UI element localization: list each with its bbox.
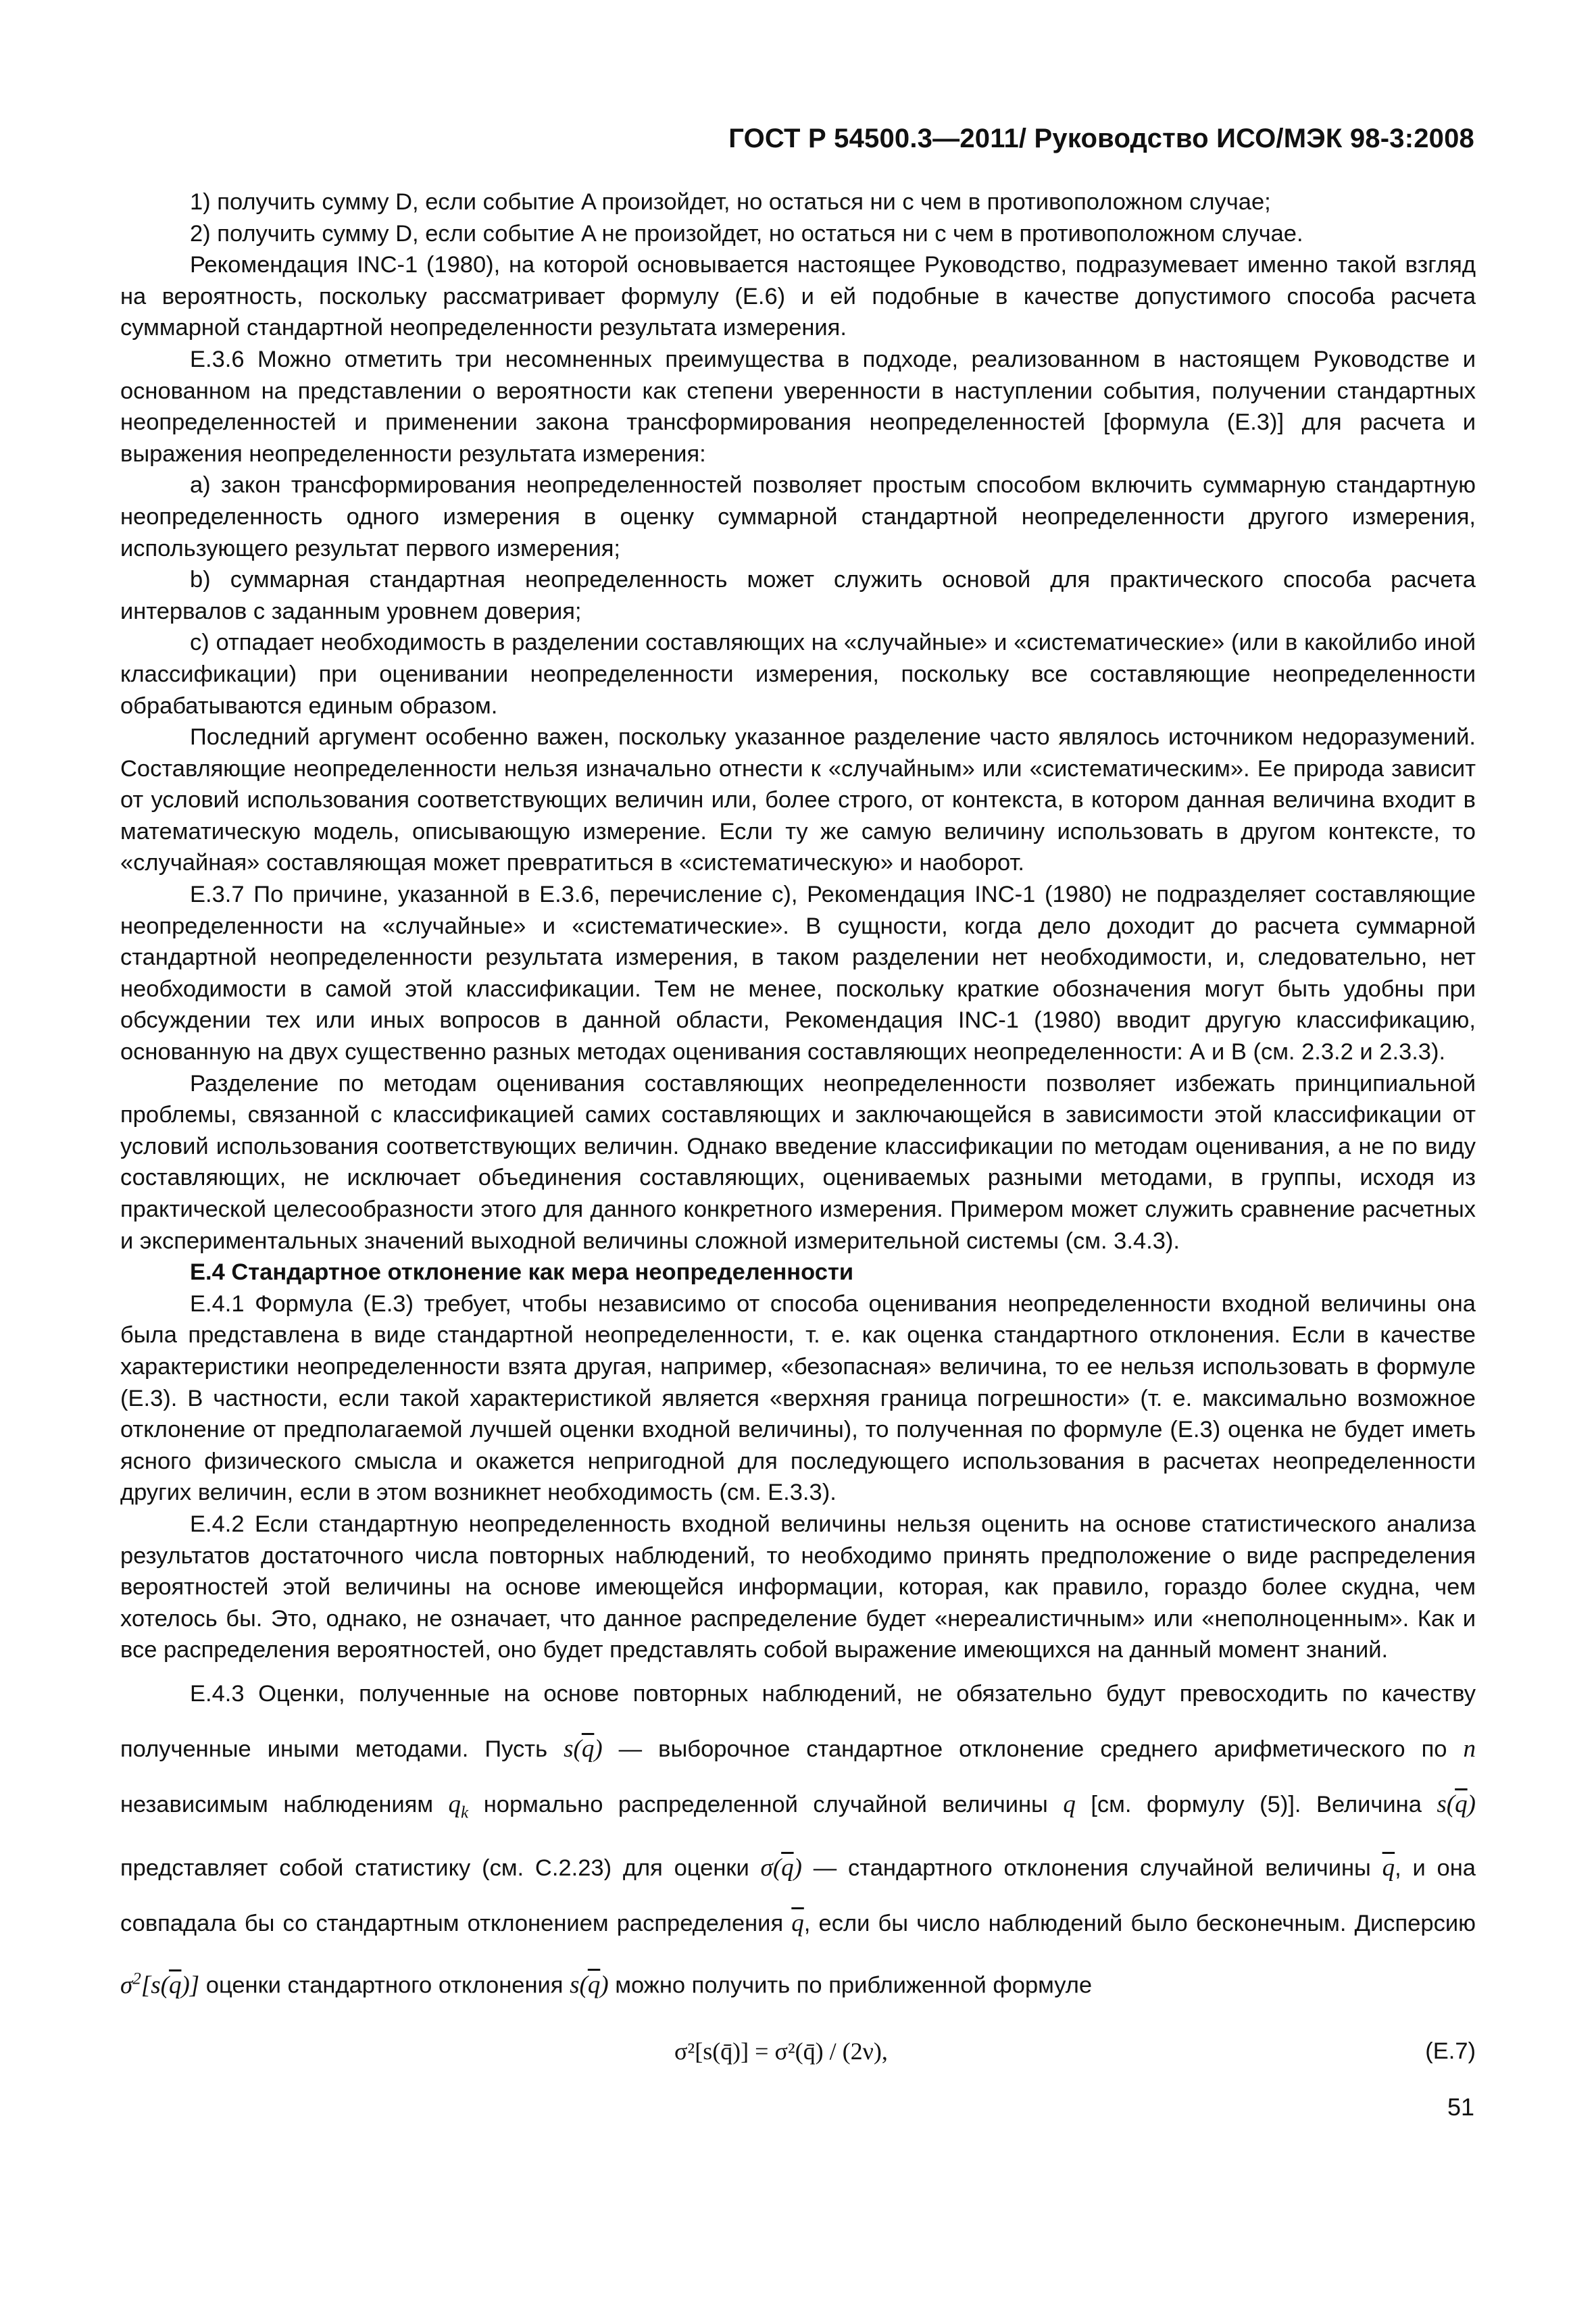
list-item-1: 1) получить сумму D, если событие A произойдет, но остаться ни с чем в противоположном случае; xyxy=(190,189,1271,215)
math-variance: $\sigma^2[s(\overline{q})]$ xyxy=(120,1969,200,1999)
section-heading-e-4: E.4 Стандартное отклонение как мера неопределенности xyxy=(190,1259,854,1286)
paragraph-e-3-6: E.3.6 Можно отметить три несомненных преимущества в подходе, реализованном в настоящем Руководстве и основанном на представлении о вероятности как степени уверенности в наступлении события, получении стандартных неопределенностей и применении закона трансформирования неопределенностей [формула (E.3)] для расчета и выражения неопределенности результата измерения: xyxy=(120,346,1476,467)
paragraph-e-4-1: E.4.1 Формула (E.3) требует, чтобы независимо от способа оценивания неопределенности входной величины она была представлена в виде стандартной неопределенности, т. е. как оценка стандартного отклонения. Если в качестве характеристики неопределенности взята другая, например, «безопасная» величина, то ее нельзя использовать в формуле (E.3). В частности, если такой характеристикой является «верхняя граница погрешности» (т. е. максимально возможное отклонение от предполагаемой лучшей оценки входной величины), то полученная по формуле (E.3) оценка не будет иметь ясного физического смысла и окажется непригодной для последующего использования в расчетах неопределенности других величин, если в этом возникнет необходимость (см. E.3.3). xyxy=(120,1290,1476,1506)
document-body xyxy=(120,186,1476,2013)
equation-formula: σ²[s(q̄)] = σ²(q̄) / (2ν), xyxy=(674,2038,888,2065)
page-number: 51 xyxy=(1447,2093,1474,2121)
list-item-a: a) закон трансформирования неопределенностей позволяет простым способом включить суммарную стандартную неопределенность одного измерения в оценку суммарной стандартной неопределенности другого измерения, использующего результат первого измерения; xyxy=(120,472,1476,561)
math-s-qbar: $s(\overline{q})$ xyxy=(564,1734,603,1763)
list-item-b: b) суммарная стандартная неопределенность может служить основой для практического способа расчета интервалов с заданным уровнем доверия; xyxy=(120,567,1476,624)
equation-number: (E.7) xyxy=(1425,2038,1476,2064)
list-item-2: 2) получить сумму D, если событие A не произойдет, но остаться ни с чем в противоположном случае. xyxy=(190,220,1303,247)
list-item-c: c) отпадает необходимость в разделении составляющих на «случайные» и «систематические» (или в какойлибо иной классификации) при оценивании неопределенности измерения, поскольку все составляющие неопределенности обрабатываются единым образом. xyxy=(120,630,1476,719)
paragraph-separation: Разделение по методам оценивания составляющих неопределенности позволяет избежать принципиальной проблемы, связанной с классификацией самих составляющих и заключающейся в зависимости этой классификации от условий использования соответствующих величин. Однако введение классификации по методам оценивания, а не по виду составляющих, не исключает объединения составляющих, оцениваемых разными методами, в группы, исходя из практической целесообразности этого для данного конкретного измерения. Примером может служить сравнение расчетных и экспериментальных значений выходной величины сложной измерительной системы (см. 3.4.3). xyxy=(120,1070,1476,1254)
paragraph-e-3-7: E.3.7 По причине, указанной в E.3.6, перечисление с), Рекомендация INC-1 (1980) не подразделяет составляющие неопределенности на «случайные» и «систематические». В сущности, когда дело доходит до расчета суммарной стандартной неопределенности результата измерения, в таком разделении нет необходимости, и, следовательно, нет необходимости в самой этой классификации. Тем не менее, поскольку краткие обозначения могут быть удобны при обсуждении тех или иных вопросов в данной области, Рекомендация INC-1 (1980) вводит другую классификацию, основанную на двух существенно разных методах оценивания составляющих неопределенности: А и В (см. 2.3.2 и 2.3.3). xyxy=(120,882,1476,1065)
math-sigma-qbar: $\sigma(\overline{q})$ xyxy=(760,1854,802,1882)
math-s-qbar: $s(\overline{q})$ xyxy=(1437,1790,1476,1818)
equation-e-7 xyxy=(120,2031,1476,2071)
paragraph-recommendation: Рекомендация INC-1 (1980), на которой основывается настоящее Руководство, подразумевает именно такой взгляд на вероятность, поскольку рассматривает формулу (E.6) и ей подобные в качестве допустимого способа расчета суммарной стандартной неопределенности результата измерения. xyxy=(120,252,1476,341)
math-s-qbar: $s(\overline{q})$ xyxy=(570,1971,609,1999)
paragraph-e-4-3: E.4.3 Оценки, полученные на основе повторных наблюдений, не обязательно будут превосходить по качеству полученные иными методами. Пусть $s(\overline{q})$ — выборочное стандартное отклонение среднего арифметического по n независимым наблюдениям $q_k$ нормально распределенной случайной величины q [см. формулу (5)]. Величина $s(\overline{q})$ представляет собой статистику (см. C.2.23) для оценки $\sigma(\overline{q})$ — стандартного отклонения случайной величины $\overline{q}$, и она совпадала бы со стандартным отклонением распределения $\overline{q}$, если бы число наблюдений было бесконечным. Дисперсию $\sigma^2[s(\overline{q})]$ оценки стандартного отклонения $s(\overline{q})$ можно получить по приближенной формуле xyxy=(120,1680,1476,1999)
paragraph-e-4-2: E.4.2 Если стандартную неопределенность входной величины нельзя оценить на основе статистического анализа результатов достаточного числа повторных наблюдений, то необходимо принять предположение о виде распределения вероятностей этой величины на основе имеющейся информации, которая, как правило, гораздо более скудна, чем хотелось бы. Это, однако, не означает, что данное распределение будет «нереалистичным» или «неполноценным». Как и все распределения вероятностей, оно будет представлять собой выражение имеющихся на данный момент знаний. xyxy=(120,1511,1476,1663)
page-header: ГОСТ Р 54500.3—2011/ Руководство ИСО/МЭК 98-3:2008 xyxy=(728,124,1474,153)
paragraph-last-argument: Последний аргумент особенно важен, поскольку указанное разделение часто являлось источником недоразумений. Составляющие неопределенности нельзя изначально отнести к «случайным» или «систематическим». Ее природа зависит от условий использования соответствующих величин или, более строго, от контекста, в котором данная величина входит в математическую модель, описывающую измерение. Если ту же самую величину использовать в другом контексте, то «случайная» составляющая может превратиться в «систематическую» и наоборот. xyxy=(120,724,1476,876)
